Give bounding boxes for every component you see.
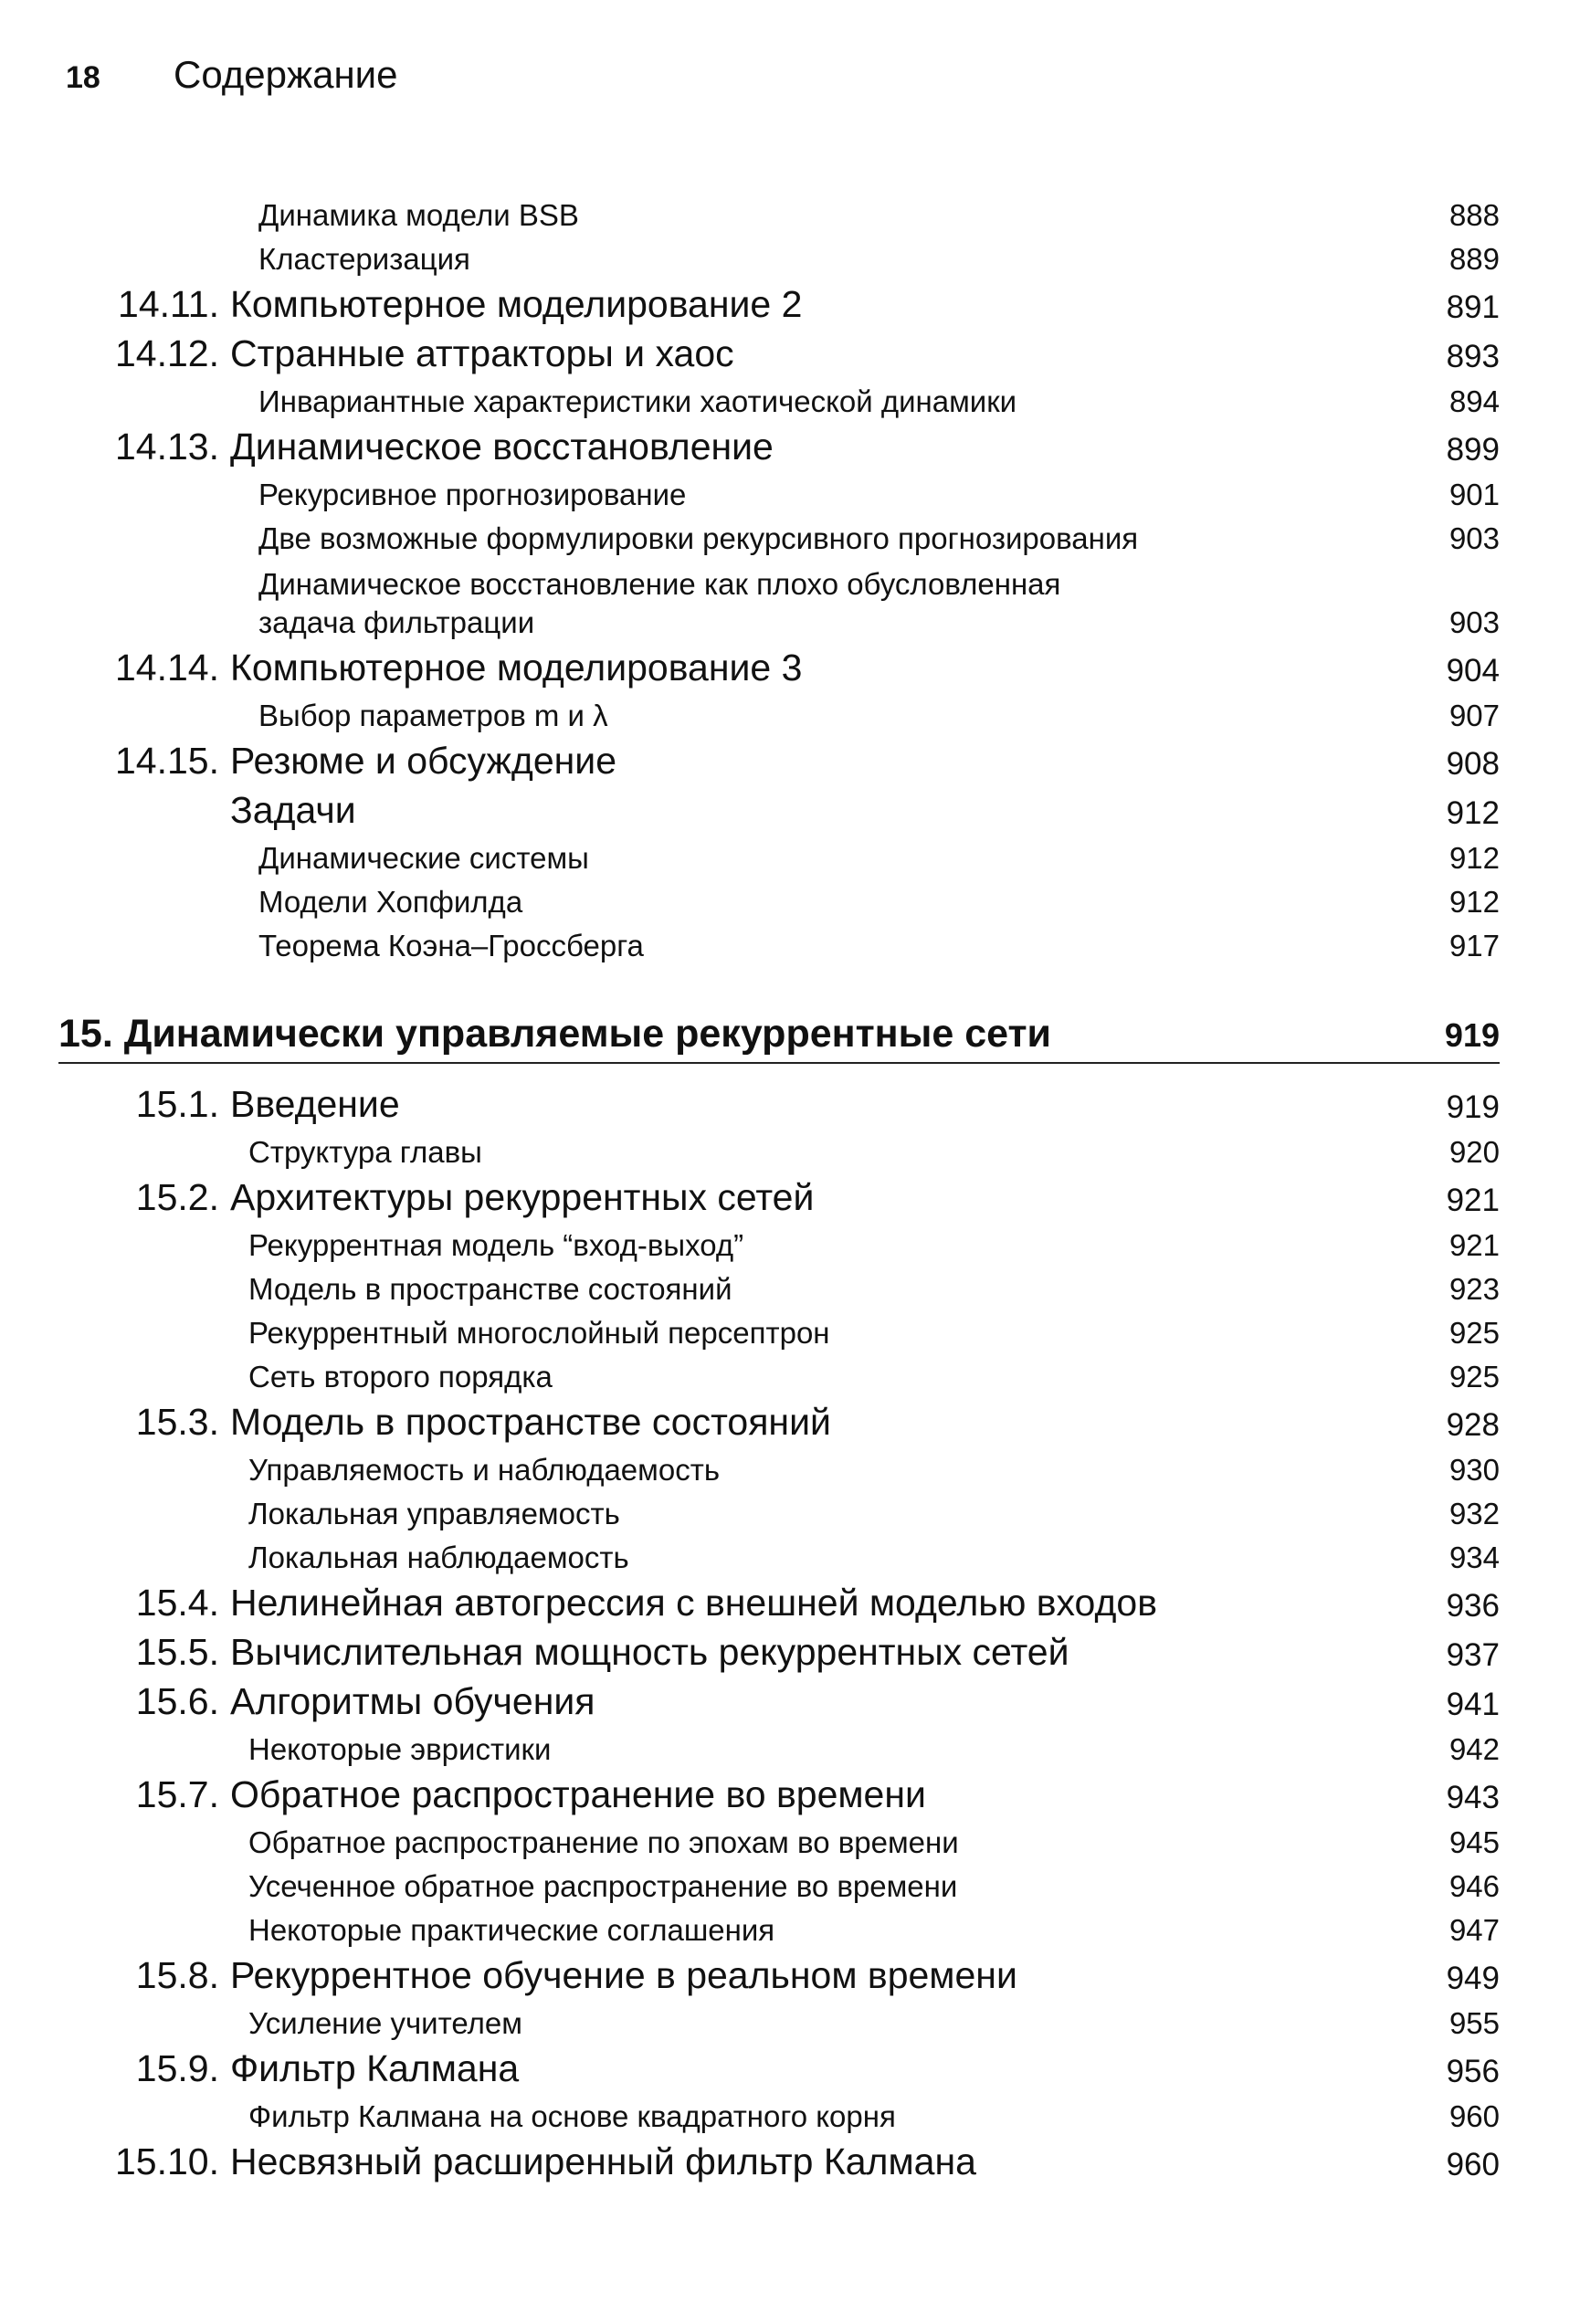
toc-entry: [0, 2098, 1580, 2141]
toc-entry-page: 932: [1448, 1497, 1500, 1530]
toc-entry-page: 907: [1448, 699, 1500, 732]
toc-entry-label: [128, 1401, 831, 1444]
toc-entry-page: 921: [1448, 1228, 1500, 1262]
section-title: Странные аттракторы и хаос: [230, 332, 734, 374]
toc-entry-label: [128, 1680, 595, 1723]
toc-entry-label: Локальная наблюдаемость: [248, 1541, 629, 1574]
toc-entry-label: [128, 1773, 926, 1816]
toc-entry-label: [106, 283, 802, 326]
toc-entry-page: 912: [1448, 885, 1500, 919]
toc-entry-label: 15. Динамически управляемые рекуррентные сети: [58, 1012, 1051, 1056]
toc-entry-label: Инвариантные характеристики хаотической динамики: [258, 384, 1017, 418]
toc-entry-page: 917: [1448, 929, 1500, 962]
section-number: 15.7.: [135, 1773, 219, 1815]
toc-entry: [0, 697, 1580, 741]
toc-entry-page: 920: [1448, 1135, 1500, 1169]
toc-entry: [0, 1774, 1580, 1824]
toc-entry: [0, 240, 1580, 284]
page-header: [66, 53, 397, 99]
toc-entry-page: 947: [1448, 1913, 1500, 1947]
toc-entry: [0, 1133, 1580, 1177]
section-number: 15.1.: [135, 1083, 219, 1125]
toc-entry-page: 891: [1446, 289, 1500, 325]
toc-entry: [0, 1955, 1580, 2004]
section-title: Нелинейная автогрессия с внешней моделью входов: [230, 1582, 1157, 1624]
toc-entry: [0, 790, 1580, 839]
toc-entry: [0, 284, 1580, 333]
toc-entry-page: 928: [1446, 1407, 1500, 1443]
toc-entry-page: 904: [1446, 653, 1500, 689]
section-number: 15.5.: [135, 1631, 219, 1673]
toc-entry-page: 903: [1448, 605, 1500, 639]
section-title: Динамическое восстановление: [230, 426, 774, 468]
page-title: Содержание: [174, 53, 398, 96]
toc-entry-label: задача фильтрации: [258, 605, 535, 639]
toc-entry-label: Кластеризация: [258, 242, 470, 276]
section-title: Архитектуры рекуррентных сетей: [230, 1176, 815, 1218]
toc-entry-label: [128, 2047, 519, 2090]
section-title: Обратное распространение во времени: [230, 1773, 926, 1815]
section-number: 14.13.: [115, 426, 219, 468]
section-number: 15.9.: [135, 2047, 219, 2089]
toc-entry-page: 925: [1448, 1360, 1500, 1393]
toc-entry: [0, 1824, 1580, 1867]
toc-entry-label: Две возможные формулировки рекурсивного прогнозирования: [258, 521, 1139, 555]
toc-entry: [0, 2004, 1580, 2048]
toc-entry-page: 899: [1446, 432, 1500, 468]
section-number: 15.8.: [135, 1954, 219, 1996]
toc-entry: [0, 383, 1580, 426]
toc-entry: [0, 883, 1580, 927]
toc-entry-label: [106, 2140, 976, 2183]
toc-entry: [0, 1583, 1580, 1632]
toc-entry: [0, 1402, 1580, 1451]
toc-entry-label: [128, 1083, 400, 1126]
section-title: Компьютерное моделирование 2: [230, 283, 803, 325]
toc-entry-page: 937: [1446, 1637, 1500, 1673]
toc-entry-label: Некоторые практические соглашения: [248, 1913, 775, 1947]
section-title: Фильтр Калмана: [230, 2047, 520, 2089]
toc-entry-page: 923: [1448, 1272, 1500, 1306]
toc-entry-page: 930: [1448, 1453, 1500, 1487]
toc-entry-label: [128, 1954, 1017, 1997]
toc-entry-page: 888: [1448, 198, 1500, 232]
toc-entry-label: [106, 332, 734, 375]
toc-entry: [0, 1451, 1580, 1495]
toc-entry-label: Динамика модели BSB: [258, 198, 579, 232]
toc-entry-page: 955: [1448, 2006, 1500, 2040]
toc-entry: [0, 426, 1580, 476]
toc-entry-page: 941: [1446, 1687, 1500, 1722]
section-title: Вычислительная мощность рекуррентных сетей: [230, 1631, 1069, 1673]
toc-entry-page: 942: [1448, 1732, 1500, 1766]
toc-entry-page: 908: [1446, 746, 1500, 782]
toc-entry-label: [128, 1582, 1157, 1625]
toc-entry-page: 960: [1448, 2099, 1500, 2133]
toc-entry-label: Динамическое восстановление как плохо обусловленная: [258, 567, 1061, 601]
page-number: 18: [66, 60, 100, 95]
toc-entry-page: 903: [1448, 521, 1500, 555]
toc-entry-page: 919: [1446, 1089, 1500, 1125]
section-number: 15.10.: [115, 2140, 219, 2182]
chapter-heading: [58, 971, 1500, 1064]
toc-entry-label: [128, 1631, 1069, 1674]
toc-entry-label: Рекуррентный многослойный персептрон: [248, 1316, 830, 1350]
toc-entry-label: Динамические системы: [258, 841, 589, 875]
toc-entry: [0, 1632, 1580, 1681]
toc-entry-page: 956: [1446, 2054, 1500, 2089]
toc-entry-label: Рекуррентная модель “вход-выход”: [248, 1228, 744, 1262]
toc-entry: [0, 196, 1580, 240]
section-title: Резюме и обсуждение: [230, 740, 616, 782]
toc-entry-label: Сеть второго порядка: [248, 1360, 553, 1393]
toc-entry: [0, 2141, 1580, 2191]
toc-entry-label: Усиление учителем: [248, 2006, 522, 2040]
section-number: 14.11.: [118, 283, 219, 325]
toc-entry-page: 925: [1448, 1316, 1500, 1350]
toc-entry-page: 921: [1446, 1183, 1500, 1218]
section-title: Задачи: [230, 789, 356, 831]
toc-entry: [0, 1270, 1580, 1314]
section-number: 14.12.: [115, 332, 219, 374]
toc-entry-label: Теорема Коэна–Гроссберга: [258, 929, 644, 962]
toc-entry-label: Управляемость и наблюдаемость: [248, 1453, 721, 1487]
toc-entry: [0, 1911, 1580, 1955]
section-title: Несвязный расширенный фильтр Калмана: [230, 2140, 976, 2182]
toc-entry-page: 949: [1446, 1961, 1500, 1996]
toc-entry-label: Рекурсивное прогнозирование: [258, 478, 687, 511]
toc-entry: [0, 1867, 1580, 1911]
toc-entry: [0, 1539, 1580, 1583]
toc-entry-page: 912: [1448, 841, 1500, 875]
section-number: 15.6.: [135, 1680, 219, 1722]
toc-entry-label: [106, 647, 802, 689]
toc-entry-page: 934: [1448, 1541, 1500, 1574]
toc-entry-label: Фильтр Калмана на основе квадратного корня: [248, 2099, 896, 2133]
toc-entry: [0, 520, 1580, 563]
toc-entry: [0, 563, 1580, 604]
toc-entry-page: 943: [1446, 1780, 1500, 1815]
section-number: 15.2.: [135, 1176, 219, 1218]
toc-entry: [0, 741, 1580, 790]
toc-entry: [0, 2048, 1580, 2098]
toc-entry-label: [106, 740, 616, 783]
toc-entry-label: Локальная управляемость: [248, 1497, 620, 1530]
toc-entry-label: Структура главы: [248, 1135, 482, 1169]
toc-entry-page: 919: [1444, 1016, 1500, 1054]
section-title: Модель в пространстве состояний: [230, 1401, 831, 1443]
toc-entry-page: 894: [1448, 384, 1500, 418]
toc-entry-page: 901: [1448, 478, 1500, 511]
toc-entry: [0, 1314, 1580, 1358]
section-number: 15.3.: [135, 1401, 219, 1443]
toc-entry-label: [106, 426, 774, 468]
toc-entry-label: Некоторые эвристики: [248, 1732, 552, 1766]
toc-entry: [0, 647, 1580, 697]
toc-entry-page: 893: [1446, 339, 1500, 374]
toc-entry: [0, 1681, 1580, 1730]
toc-entry-page: 889: [1448, 242, 1500, 276]
toc-entry-page: 945: [1448, 1825, 1500, 1859]
section-title: Рекуррентное обучение в реальном времени: [230, 1954, 1017, 1996]
toc-entry-label: [230, 789, 356, 832]
toc-entry: [0, 1084, 1580, 1133]
toc-entry-page: 946: [1448, 1869, 1500, 1903]
section-number: 14.14.: [115, 647, 219, 689]
toc-entry: [0, 1226, 1580, 1270]
toc-entry-label: Усеченное обратное распространение во времени: [248, 1869, 958, 1903]
table-of-contents: [0, 196, 1580, 2191]
toc-entry: [0, 1358, 1580, 1402]
section-title: Введение: [230, 1083, 400, 1125]
toc-entry: [0, 1730, 1580, 1774]
toc-entry: [0, 927, 1580, 971]
toc-entry-label: Обратное распространение по эпохам во времени: [248, 1825, 959, 1859]
toc-entry: [0, 476, 1580, 520]
toc-entry: [0, 333, 1580, 383]
toc-entry-page: 960: [1446, 2147, 1500, 2182]
toc-entry-label: Модели Хопфилда: [258, 885, 523, 919]
section-number: 14.15.: [115, 740, 219, 782]
toc-entry-label: Модель в пространстве состояний: [248, 1272, 732, 1306]
section-number: 15.4.: [135, 1582, 219, 1624]
section-title: Компьютерное моделирование 3: [230, 647, 803, 689]
toc-entry: [0, 1495, 1580, 1539]
toc-entry: [0, 604, 1580, 647]
toc-entry-page: 912: [1446, 795, 1500, 831]
section-title: Алгоритмы обучения: [230, 1680, 595, 1722]
toc-entry-label: [128, 1176, 814, 1219]
toc-entry-page: 936: [1446, 1588, 1500, 1624]
toc-entry-label: Выбор параметров m и λ: [258, 699, 608, 732]
toc-entry: [0, 839, 1580, 883]
toc-entry: [0, 1177, 1580, 1226]
